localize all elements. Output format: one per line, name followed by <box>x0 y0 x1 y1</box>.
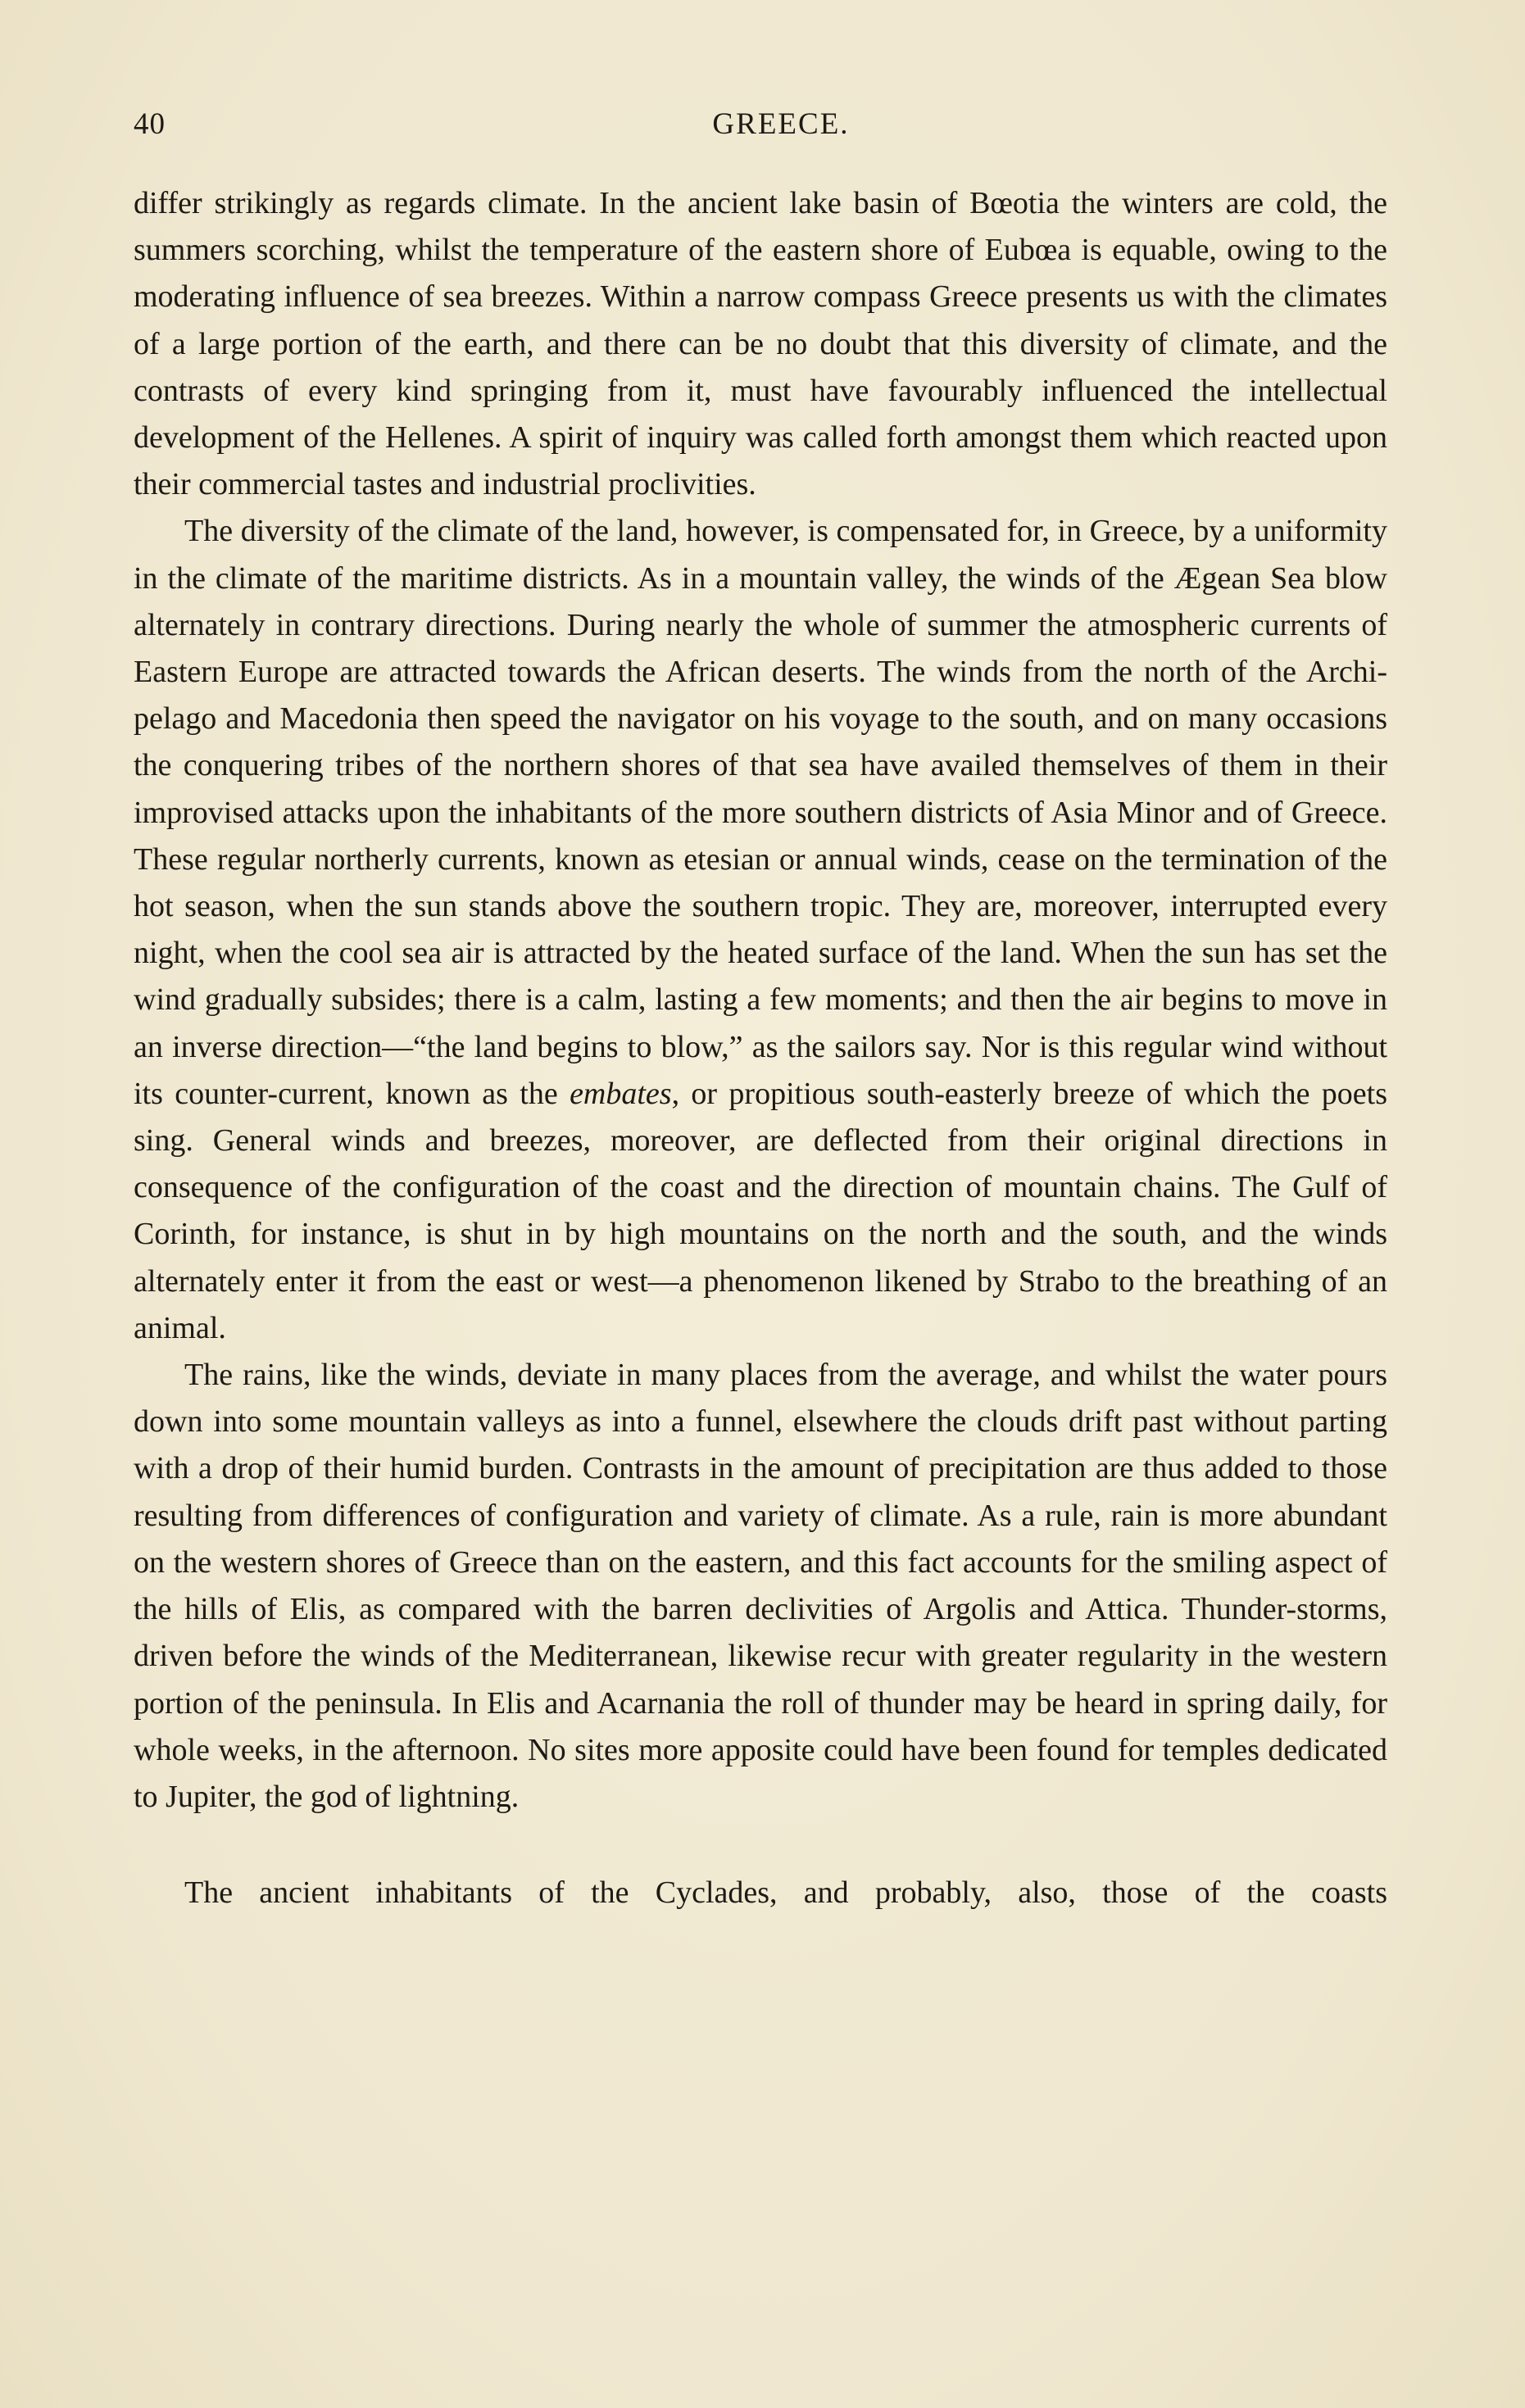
paragraph-continued: differ strikingly as regards climate. In the ancient lake basin of Bœotia the winters are cold, the summers scorching, whilst the temperature of the eastern shore of Eubœa is equable, owing to the moderating influence of sea breezes. Within a narrow compass Greece presents us with the climates of a large portion of the earth, and there can be no doubt that this diversity of climate, and the contrasts of every kind springing from it, must have favourably influenced the intellectual development of the Hellenes. A spirit of inquiry was called forth amongst them which reacted upon their commercial tastes and industrial proclivities. <box>134 186 1387 502</box>
paragraph-rains: The rains, like the winds, deviate in many places from the average, and whilst the water pours down into some mountain valleys as into a funnel, elsewhere the clouds drift past without parting with a drop of their humid burden. Contrasts in the amount of precipitation are thus added to those resulting from differences of configuration and variety of climate. As a rule, rain is more abundant on the western shores of Greece than on the eastern, and this fact accounts for the smiling aspect of the hills of Elis, as compared with the barren declivities of Argolis and Attica. Thunder-storms, driven before the winds of the Mediterranean, likewise recur with greater regularity in the western portion of the peninsula. In Elis and Acarnania the roll of thunder may be heard in spring daily, for whole weeks, in the afternoon. No sites more apposite could have been found for temples dedicated to Jupiter, the god of lightning. <box>134 1358 1387 1814</box>
paragraph-cyclades: The ancient inhabitants of the Cyclades, and probably, also, those of the coasts <box>184 1875 1387 1911</box>
paragraph-winds <box>134 508 1387 1352</box>
running-head <box>134 107 1396 156</box>
body-text <box>134 180 1387 1916</box>
embates-term: embates <box>570 1076 672 1111</box>
running-title: GREECE. <box>712 107 850 141</box>
winds-text-part1: The diversity of the climate of the land, however, is compensated for, in Greece, by a uniformity in the climate of the maritime districts. As in a mountain valley, the winds of the Ægean Sea blow alternately in contrary directions. During nearly the whole of summer the atmospheric currents of Eastern Europe are attracted towards the African deserts. The winds from the north of the Archi-pelago and Macedonia then speed the navigator on his voyage to the south, and on many occasions the conquering tribes of the northern shores of that sea have availed themselves of them in their improvised attacks upon the inhabitants of the more southern districts of Asia Minor and of Greece. These regular northerly currents, known as etesian or annual winds, cease on the termination of the hot season, when the sun stands above the southern tropic. They are, moreover, interrupted every night, when the cool sea air is attracted by the heated surface of the land. When the sun has set the wind gradually subsides; there is a calm, lasting a few moments; and then the air begins to move in an inverse direction—“the land begins to blow,” as the sailors say. Nor is this regular wind without its counter-current, known as the <box>134 514 1387 1111</box>
section-gap <box>134 1821 1387 1870</box>
winds-text-part2: , or propitious south-easterly breeze of which the poets sing. General winds and breezes, moreover, are deflected from their original directions in consequence of the configuration of the coast and the direction of mountain chains. The Gulf of Corinth, for instance, is shut in by high mountains on the north and the south, and the winds alternately enter it from the east or west—a phenomenon likened by Strabo to the breathing of an animal. <box>134 1076 1387 1345</box>
page-number: 40 <box>134 107 166 141</box>
